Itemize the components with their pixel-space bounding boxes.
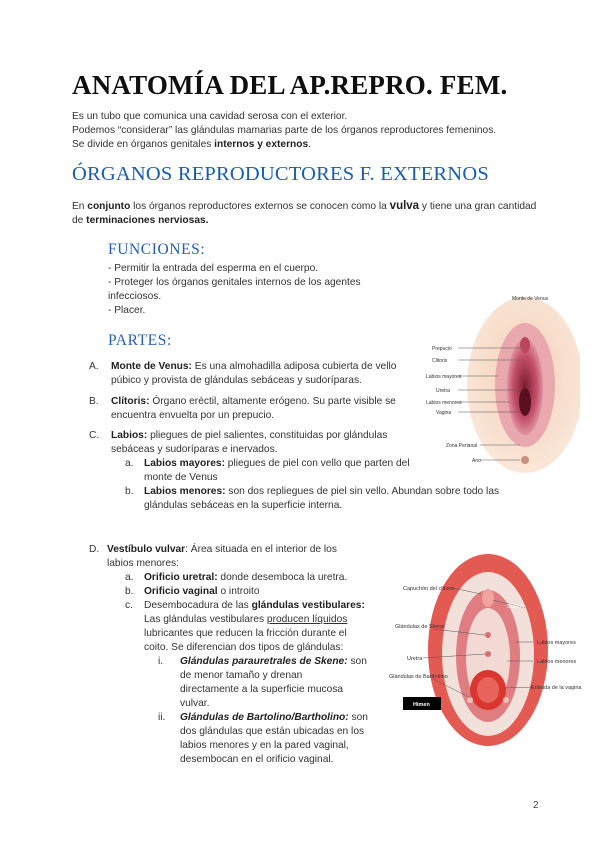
funciones-list — [108, 262, 398, 318]
figure-label: Capuchón del clítoris — [403, 586, 455, 592]
list-item-vestibulo: D. Vestíbulo vulvar: Área situada en el interior de los labios menores: a. Orificio uretral: donde desemboca la uretra. b. Orificio vaginal o introito c. Desembocadura de las glándulas vestibulares: Las glándulas vestibulares producen líquidos lubricantes que reducen la fricción durante el coito. Se diferencian dos tipos de glándulas: i. Glándulas parauretrales de Skene: son de menor tamaño y drenan directamente a la superficie mucosa vulvar. ii. Glándulas de Bartolino/Bartholino: son dos glándulas que están ubicadas en los labios menores y en la pared vaginal, desembocan en el orificio vaginal. — [89, 543, 389, 767]
figure-label: Labios menores — [537, 659, 577, 665]
vestibule-anatomy-figure — [385, 550, 585, 750]
list-item-clitoris: B. Clítoris: Órgano eréctil, altamente erógeno. Su parte visible se encuentra envuelta por un prepucio. — [89, 396, 396, 421]
list-item-labios: C. Labios: pliegues de piel salientes, constituidas por glándulas sebáceas y sudoríparas e inervados. a. Labios mayores: pliegues de piel con vello que parten del monte de Venus b. Labios menores: son dos repliegues de piel sin vello. Abundan sobre todo las glándulas sebáceas en la superficie interna. — [89, 429, 519, 513]
list-item: - Proteger los órganos genitales internos de los agentes — [108, 277, 361, 288]
section-intro: En conjunto los órganos reproductores externos se conocen como la vulva y tiene una gran cantidad de terminaciones nerviosas. — [72, 200, 537, 226]
figure-label: Uretra — [436, 388, 450, 394]
intro-line: Se divide en órganos genitales internos y externos. — [72, 139, 311, 150]
list-item: - Permitir la entrada del esperma en el cuerpo. — [108, 263, 319, 274]
figure-label: Zona Perianal — [446, 443, 478, 449]
figure-label: Uretra — [407, 656, 423, 662]
intro-line: Es un tubo que comunica una cavidad serosa con el exterior. — [72, 111, 348, 122]
intro-paragraph — [72, 110, 532, 152]
page-number: 2 — [533, 800, 539, 811]
figure-label: Glándulas de Bartholino — [389, 674, 448, 680]
figure-label: Vagina — [436, 410, 452, 416]
figure-label: Ano — [472, 458, 481, 464]
sublist-item-labios-menores: b. Labios menores: son dos repliegues de piel sin vello. Abundan sobre todo las glándulas sebáceas en la superficie interna. — [125, 486, 500, 511]
sublist-item-orificio-uretral: a. Orificio uretral: donde desemboca la uretra. — [125, 572, 348, 583]
figure-label: Entrada de la vagina — [531, 685, 582, 691]
figure-label: Clitoris — [432, 358, 448, 364]
sublist-item-glandulas-vestibulares: c. Desembocadura de las glándulas vestibulares: Las glándulas vestibulares producen líquidos lubricantes que reducen la fricción durante el coito. Se diferencian dos tipos de glándulas: i. Glándulas parauretrales de Skene: son de menor tamaño y drenan directamente a la superficie mucosa vulvar. ii. Glándulas de Bartolino/Bartholino: son dos glándulas que están ubicadas en los labios menores y en la pared vaginal, desembocan en el orificio vaginal. — [144, 599, 389, 767]
sublist-item-skene: i. Glándulas parauretrales de Skene: son de menor tamaño y drenan directamente a la superficie mucosa vulvar. — [158, 656, 367, 709]
figure-label: Labios menores — [426, 400, 462, 406]
intro-line: Podemos “considerar” las glándulas mamarias parte de los órganos reproductores femeninos. — [72, 125, 497, 136]
page-title: ANATOMÍA DEL AP.REPRO. FEM. — [72, 70, 508, 100]
vulva-anatomy-figure — [420, 290, 580, 475]
section-title: ÓRGANOS REPRODUCTORES F. EXTERNOS — [72, 163, 489, 185]
figure-label: Labios mayores — [537, 640, 576, 646]
figure-label: Himen — [413, 702, 430, 708]
sublist-item-labios-mayores: a. Labios mayores: pliegues de piel con vello que parten del monte de Venus — [125, 458, 410, 483]
figure-label: Glándulas de Skene — [395, 624, 445, 630]
funciones-heading: FUNCIONES: — [108, 241, 206, 258]
figure-label: Labios mayores — [426, 374, 462, 380]
list-item: infecciosos. — [108, 291, 162, 302]
list-item: - Placer. — [108, 305, 146, 316]
sublist-item-orificio-vaginal: b. Orificio vaginal o introito — [125, 586, 260, 597]
figure-label: Clítoris — [507, 604, 525, 610]
figure-label: Monte de Venus — [512, 296, 549, 302]
list-item-monte-venus: A. Monte de Venus: Es una almohadilla adiposa cubierta de vello púbico y provista de glándulas sebáceas y sudoríparas. — [89, 361, 397, 386]
figure-label: Prepucio — [432, 346, 452, 352]
partes-heading: PARTES: — [108, 332, 172, 349]
sublist-item-bartolino: ii. Glándulas de Bartolino/Bartholino: son dos glándulas que están ubicadas en los labios menores y en la pared vaginal, desembocan en el orificio vaginal. — [158, 712, 368, 765]
